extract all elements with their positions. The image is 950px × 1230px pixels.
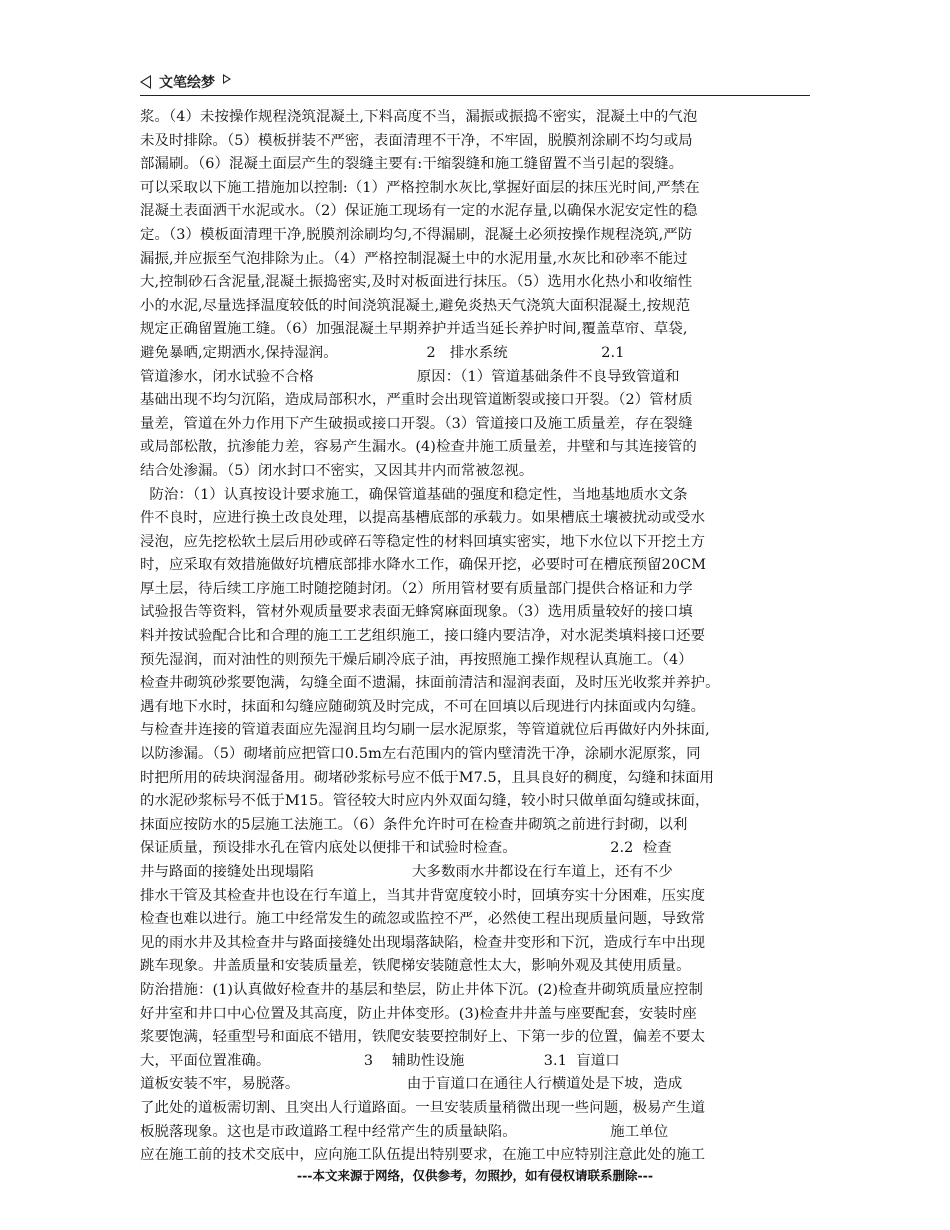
text-line: 可以采取以下施工措施加以控制:（1）严格控制水灰比,掌握好面层的抹压光时间,严禁在 xyxy=(140,179,700,196)
text-line: 时把所用的砖块润湿备用。砌堵砂浆标号应不低于M7.5，且具良好的稠度，勾缝和抹面用 xyxy=(140,769,715,786)
text-line: 大，平面位置准确。 3 辅助性设施 3.1 盲道口 xyxy=(140,1052,620,1069)
text-line: 小的水泥,尽量选择温度较低的时间浇筑混凝土,避免炎热天气浇筑大面积混凝土,按规范 xyxy=(140,297,691,314)
text-line: 井与路面的接缝处出现塌陷 大多数雨水井都设在行车道上，还有不少 xyxy=(140,864,673,880)
text-line: 浆要饱满，轻重型号和面底不错用，铁爬安装要控制好上、下第一步的位置，偏差不要太 xyxy=(140,1029,706,1046)
text-line: 避免暴晒,定期洒水,保持湿润。 2 排水系统 2.1 xyxy=(140,344,625,361)
text-line: 混凝土表面洒干水泥或水。（2）保证施工现场有一定的水泥存量,以确保水泥安定性的稳 xyxy=(140,203,698,220)
text-line: 抹面应按防水的5层施工法施工。（6）条件允许时可在检查井砌筑之前进行封砌，以利 xyxy=(140,816,688,833)
text-line: 板脱落现象。这也是市政道路工程中经常产生的质量缺陷。 施工单位 xyxy=(140,1123,669,1140)
text-line: 件不良时，应进行换土改良处理，以提高基槽底部的承载力。如果槽底土壤被扰动或受水 xyxy=(140,510,706,527)
text-line: 见的雨水井及其检查井与路面接缝处出现塌落缺陷，检查井变形和下沉，造成行车中出现 xyxy=(140,934,706,951)
text-line: 或局部松散，抗渗能力差，容易产生漏水。(4)检查井施工质量差，井壁和与其连接管的 xyxy=(140,439,697,456)
page-header xyxy=(140,70,810,94)
text-line: 管道渗水，闭水试验不合格 原因：（1）管道基础条件不良导致管道和 xyxy=(140,368,680,385)
text-line: 排水干管及其检查井也设在行车道上，当其井背宽度较小时，回填夯实十分困难，压实度 xyxy=(140,887,706,904)
text-line: 跳车现象。井盖质量和安装质量差，铁爬梯安装随意性太大，影响外观及其使用质量。 xyxy=(140,958,691,975)
text-line: 定。（3）模板面清理干净,脱膜剂涂刷均匀,不得漏刷，混凝土必须按操作规程浇筑,严防 xyxy=(140,226,693,243)
text-line: 规定正确留置施工缝。（6）加强混凝土早期养护并适当延长养护时间,覆盖草帘、草袋, xyxy=(140,321,688,338)
text-line: 未及时排除。（5）模板拼装不严密，表面清理不干净，不牢固，脱膜剂涂刷不均匀或局 xyxy=(140,132,693,149)
text-line: 防治措施：(1)认真做好检查井的基层和垫层，防止井体下沉。(2)检查井砌筑质量应控制 xyxy=(140,981,704,998)
page-footer: ---本文来源于网络，仅供参考，勿照抄，如有侵权请联系删除--- xyxy=(296,1168,654,1183)
text-line: 的水泥砂浆标号不低于M15。管径较大时应内外双面勾缝，较小时只做单面勾缝或抹面， xyxy=(140,793,710,810)
text-line: 以防渗漏。（5）砌堵前应把管口0.5m左右范围内的管内壁清洗干净，涂刷水泥原浆，同 xyxy=(140,746,701,763)
text-line: 检查也难以进行。施工中经常发生的疏忽或监控不严，必然使工程出现质量问题，导致常 xyxy=(140,911,706,928)
text-line: 浸泡，应先挖松软土层后用砂或碎石等稳定性的材料回填实密实，地下水位以下开挖土方 xyxy=(140,533,706,550)
header-divider xyxy=(140,95,810,96)
text-line: 好井室和井口中心位置及其高度，防止井体变形。(3)检查井井盖与座要配套，安装时座 xyxy=(140,1005,697,1022)
text-line: 试验报告等资料，管材外观质量要求表面无蜂窝麻面现象。（3）选用质量较好的接口填 xyxy=(140,604,693,621)
text-line: 浆。（4）未按操作规程浇筑混凝土,下料高度不当，漏振或振捣不密实，混凝土中的气泡 xyxy=(140,109,698,125)
text-line: 料并按试验配合比和合理的施工工艺组织施工，接口缝内要洁净，对水泥类填料接口还要 xyxy=(140,628,706,645)
text-line: 时，应采取有效措施做好坑槽底部排水降水工作，确保开挖，必要时可在槽底预留20CM xyxy=(140,557,707,574)
text-line: 部漏刷。（6）混凝土面层产生的裂缝主要有:干缩裂缝和施工缝留置不当引起的裂缝。 xyxy=(140,156,684,173)
text-line: 检查井砌筑砂浆要饱满，勾缝全面不遗漏，抹面前清洁和湿润表面，及时压光收浆并养护。 xyxy=(140,675,720,692)
text-line: 道板安装不牢，易脱落。 由于盲道口在通往人行横道处是下坡，造成 xyxy=(140,1076,683,1093)
header-brand: 文笔绘梦 xyxy=(159,75,215,91)
text-line: 漏振,并应振至气泡排除为止。（4）严格控制混凝土中的水泥用量,水灰比和砂率不能过 xyxy=(140,250,688,267)
text-line: 结合处渗漏。（5）闭水封口不密实，又因其井内而常被忽视。 xyxy=(140,462,534,479)
text-line: 与检查井连接的管道表面应先湿润且均匀刷一层水泥原浆，等管道就位后再做好内外抹面, xyxy=(140,722,710,739)
text-line: 遇有地下水时，抹面和勾缝应随砌筑及时完成，不可在回填以后现进行内抹面或内勾缝。 xyxy=(140,698,706,715)
text-line: 了此处的道板需切割、且突出人行道路面。一旦安装质量稍微出现一些问题，极易产生道 xyxy=(140,1099,706,1116)
text-line: 量差，管道在外力作用下产生破损或接口开裂。（3）管道接口及施工质量差，存在裂缝 xyxy=(140,415,693,432)
text-line: 应在施工前的技术交底中，应向施工队伍提出特别要求，在施工中应特别注意此处的施工 xyxy=(140,1147,706,1164)
text-line: 大,控制砂石含泥量,混凝土振捣密实,及时对板面进行抹压。（5）选用水化热小和收缩性 xyxy=(140,274,693,291)
text-line: 保证质量，预设排水孔在管内底处以便排干和试验时检查。 2.2 检查 xyxy=(140,840,672,857)
text-line: 预先湿润，而对油性的则预先干燥后刷冷底子油，再按照施工操作规程认真施工。（4） xyxy=(140,651,693,668)
text-line: 防治：（1）认真按设计要求施工，确保管道基础的强度和稳定性，当地基地质水文条 xyxy=(140,486,688,503)
text-line: 厚土层，待后续工序施工时随挖随封闭。（2）所用管材要有质量部门提供合格证和力学 xyxy=(140,580,693,597)
triangle-right-icon xyxy=(223,74,231,84)
text-line: 基础出现不均匀沉陷，造成局部积水，严重时会出现管道断裂或接口开裂。（2）管材质 xyxy=(140,392,693,409)
triangle-left-icon xyxy=(140,75,151,89)
document-body xyxy=(140,106,812,1168)
